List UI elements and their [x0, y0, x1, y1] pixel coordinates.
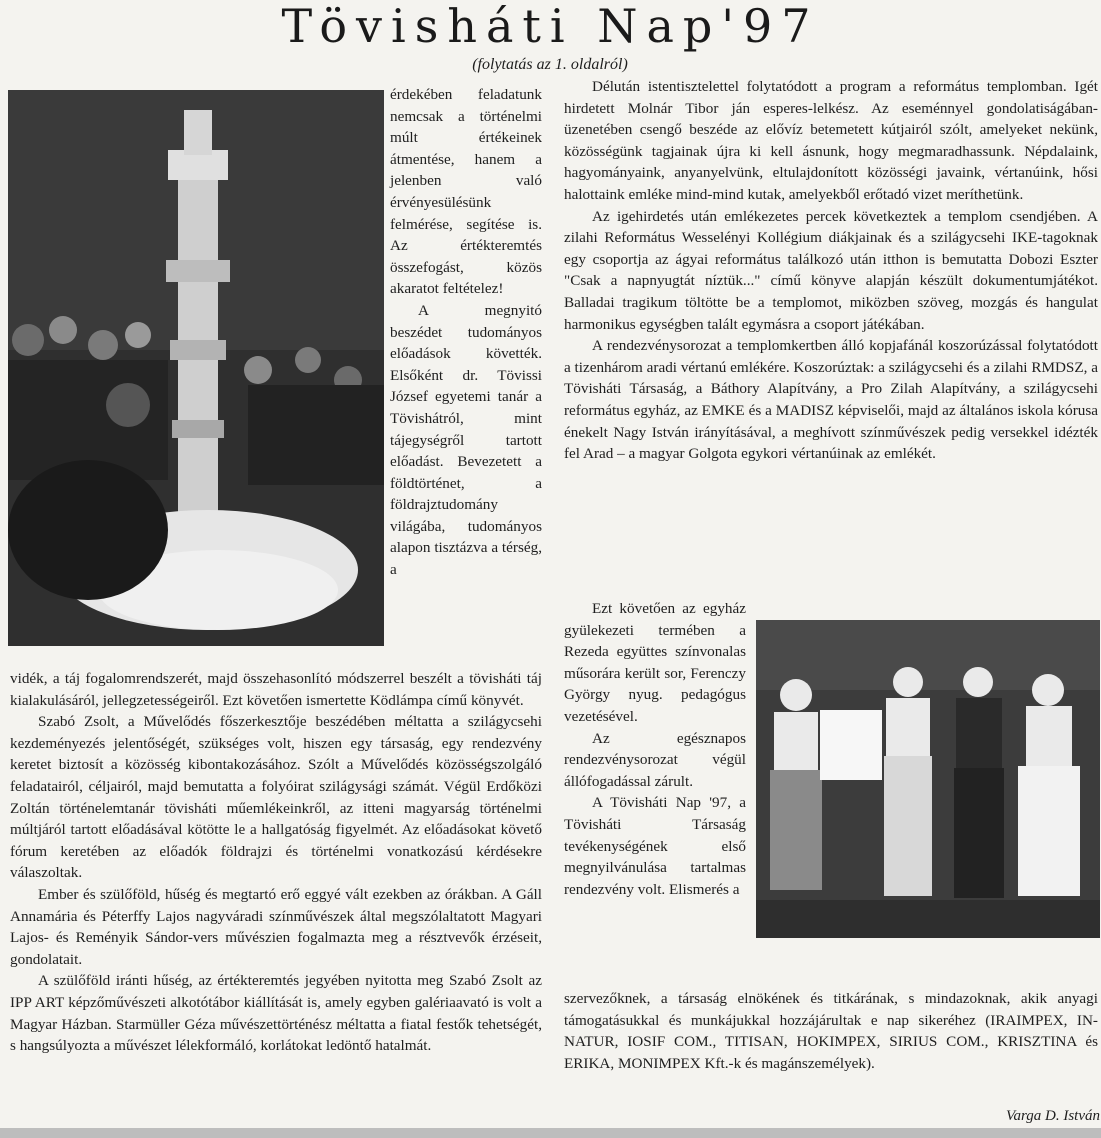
paragraph: Szabó Zsolt, a Művelődés főszerkesztője beszédében méltatta a szilágycsehi kezdeményezés jelentőségét, szükséges volt, hiszen egy társaság, egy rendezvény keretet biztosít a közösség kibontakozásához. Szólt a Művelődés közösségszolgáló feladatairól, céljairól, majd bemutatta a folyóirat szilágysági számát. Végül Erdőközi Zoltán történelemtanár tövisháti műemlékeinkről, az itteni magyarság történelmi múltjáról tartott előadásával kötötte le a hallgatóság figyelmét. Az előadásokat követő fórum keretében az előadók földrajzi és történelmi vonatkozású kérdésekre válaszoltak.: [10, 713, 542, 882]
photo-statue-crowd: [8, 90, 384, 646]
paragraph: Ezt követően az egyház gyülekezeti termében a Rezeda együttes színvonalas műsorára került sor, Ferenczy György nyug. pedagógus vezetésével.: [564, 600, 746, 725]
paragraph: vidék, a táj fogalomrendszerét, majd összehasonlító módszerrel beszélt a tövisháti táj kialakulásáról, jellegzetességeiről. Ezt követően ismertette Ködlámpa című könyvét.: [10, 670, 542, 709]
column-right-top: [564, 76, 1098, 465]
column-left-narrow: [390, 84, 542, 581]
photo-folk-ensemble: [756, 620, 1100, 938]
continuation-note: (folytatás az 1. oldalról): [472, 56, 628, 73]
paragraph: A rendezvénysorozat a templomkertben álló kopjafánál koszorúzással folytatódott a tizenhárom aradi vértanú emlékére. Koszorúztak: a szilágycsehi és a zilahi RMDSZ, a Tövisháti Társaság, a Báthory Alapítvány, a Pro Zilah Alapítvány, a szilágycsehi református egyház, az EMKE és a MADISZ képviselői, majd az általános iskola kórusa énekelt Nagy István irányításával, a meghívott színművészek pedig versekkel idézték fel Arad – a magyar Golgota egykori vértanúinak az emlékét.: [564, 337, 1098, 463]
paragraph: A Tövisháti Nap '97, a Tövisháti Társaság tevékenységének első megnyilvánulása tartalmas rendezvény volt. Elismerés a: [564, 794, 746, 898]
paragraph: szervezőknek, a társaság elnökének és titkárának, s mindazoknak, akik anyagi támogatásukkal és munkájukkal hozzájárultak e nap sikeréhez (IRAIMPEX, IN-NATUR, IOSIF COM., TITISAN, HOKIMPEX, SIRIUS COM., KRISZTINA és ERIKA, MONIMPEX Kft.-k és magánszemélyek).: [564, 990, 1098, 1072]
paragraph: érdekében feladatunk nemcsak a történelmi múlt értékeinek átmentése, hanem a jelenben való érvényesülésünk felmérése, segítése is. Az értékteremtés összefogást, közös akaratot feltételez!: [390, 86, 542, 298]
photo-folk-ensemble-image: [756, 620, 1100, 938]
paragraph: A szülőföld iránti hűség, az értékteremtés jegyében nyitotta meg Szabó Zsolt az IPP ART képzőművészeti alkotótábor kiállítását is, amely egyben galériaavató is volt a Magyar Házban. Starmüller Géza művészettörténész méltatta a fiatal festők tehetségét, s hangsúlyozta a művészet lélekformáló, korlátokat ledöntő hatalmát.: [10, 972, 542, 1055]
paragraph: Ember és szülőföld, hűség és megtartó erő eggyé vált ezekben az órákban. A Gáll Annamária és Péterffy Lajos nagyváradi színművészek által megszólaltatott Magyari Lajos- és Reményik Sándor-vers művészien fogalmazta meg a résztvevők érzéseit, gondolatait.: [10, 885, 542, 968]
paragraph: Az igehirdetés után emlékezetes percek következtek a templom csendjében. A zilahi Református Wesselényi Kollégium diákjainak és a szilágycsehi IKE-tagoknak egy csoportja az ágyai református találkozó után itthon is bemutatta Dobozi Eszter "Csak a napnyugtát níztük..." című könyve alapján készült dokumentumjátékot. Balladai tragikum töltötte be a templomot, miközben szöveg, mozgás és hangulat harmonikus egységben talált egymásra a csoport játékában.: [564, 207, 1098, 333]
column-left-wide: [10, 668, 542, 1057]
photo-statue-crowd-image: [8, 90, 384, 646]
scan-edge-bar: [0, 1128, 1101, 1138]
column-right-bottom: [564, 988, 1098, 1074]
paragraph: A megnyitó beszédet tudományos előadások követték. Elsőként dr. Tövissi József egyetemi tanár a Tövishátról, mint tájegységről tartott előadást. Bevezetett a földtörténet, a földrajztudomány világába, tudományos alapon tisztázva a térség, a: [390, 301, 542, 579]
paragraph: Az egésznapos rendezvénysorozat végül állófogadással zárult.: [564, 729, 746, 790]
author-byline: Varga D. István: [1005, 1108, 1100, 1124]
column-right-narrow: [564, 598, 746, 900]
paragraph: Délután istentisztelettel folytatódott a program a református templomban. Igét hirdetett Molnár Tibor ján esperes-lelkész. Az eseménnyel gondolatiságában-üzenetében csengő beszéde az elővíz betemetett kútjairól szólt, amelyeket nekünk, közösségünk tagjainak újra ki kell ásnunk, hogy megmaradhassunk. Népdalaink, hagyományaink, anyanyelvünk, eltulajdonított közösségi javaink, vértanúink, hősi halottaink emléke mind-mind kutak, amelyekből erőtadó vizet meríthetünk.: [564, 78, 1098, 203]
masthead-title: Tövisháti Nap'97: [281, 0, 820, 53]
